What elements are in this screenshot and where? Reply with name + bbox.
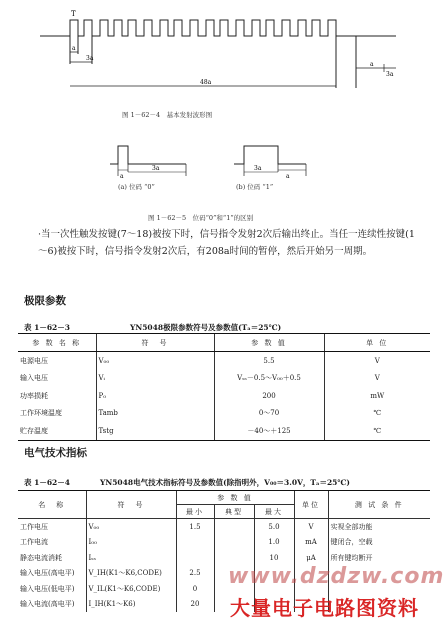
param-name: 输入电压 xyxy=(20,374,48,383)
spec-unit: V xyxy=(294,519,328,535)
spec-name: 输入电流(高电平) xyxy=(20,600,75,609)
col-header-value: 参 数 值 xyxy=(214,334,324,352)
section-heading-limit-params: 极限参数 xyxy=(24,295,66,307)
col-header-max: 最大 xyxy=(254,505,294,519)
bit-code-1-trace xyxy=(234,146,306,176)
table-row xyxy=(18,405,430,423)
param-value: 5.5 xyxy=(214,352,324,370)
col-header-params: 参 数 值 xyxy=(176,491,294,505)
table-1-number: 表 1－62－3 xyxy=(24,323,70,332)
bit-code-1-subcaption: (b) 位码 “1” xyxy=(236,183,274,191)
spec-min: 2.5 xyxy=(176,566,214,582)
table-row xyxy=(18,370,430,388)
waveform-label-3a-right: 3a xyxy=(386,71,394,78)
bit0-label-a: a xyxy=(120,173,124,180)
param-name: 功率损耗 xyxy=(20,391,48,400)
figure-caption-1: 图 1－62－4 基本发射波形图 xyxy=(122,111,213,119)
spec-name: 静态电流消耗 xyxy=(20,553,62,562)
param-name: 贮存温度 xyxy=(18,422,96,440)
col-header-typ: 典型 xyxy=(214,505,254,519)
spec-min xyxy=(176,550,214,566)
spec-max: 5.0 xyxy=(254,519,294,535)
bit0-label-3a: 3a xyxy=(152,165,160,172)
waveform-label-a-right: a xyxy=(370,61,374,68)
param-symbol: Tamb xyxy=(96,405,214,423)
spec-condition: 所有键均断开 xyxy=(328,550,430,566)
table-row xyxy=(18,535,430,551)
param-unit: V xyxy=(324,352,430,370)
table-row xyxy=(18,387,430,405)
spec-typ xyxy=(214,535,254,551)
spec-symbol: I_IH(K1～K6) xyxy=(86,597,176,613)
spec-max: 10 xyxy=(254,550,294,566)
figure-caption-2: 图 1－62－5 位码“0”和“1”的区别 xyxy=(148,214,254,222)
param-symbol: Tstg xyxy=(96,422,214,440)
param-value: Vₛₛ－0.5～V₀₀＋0.5 xyxy=(214,370,324,388)
spec-condition: 键闭合，空载 xyxy=(328,535,430,551)
col-header-name: 参 数 名 称 xyxy=(18,334,96,352)
col-header-condition: 测 试 条 件 xyxy=(328,491,430,519)
watermark-text: 大量电子电路图资料 xyxy=(230,596,419,620)
bit1-label-3a: 3a xyxy=(254,165,262,172)
param-unit: ℃ xyxy=(324,405,430,423)
spec-min: 20 xyxy=(176,597,214,613)
spec-name: 工作电流 xyxy=(20,538,48,547)
table-2-title: YN5048电气技术指标符号及参数值(除指明外，V₀₀＝3.0V，Tₐ＝25℃) xyxy=(100,478,350,487)
table-header-row xyxy=(18,334,430,352)
spec-name: 输入电压(低电平) xyxy=(20,584,75,593)
col-header-min: 最小 xyxy=(176,505,214,519)
param-unit: ℃ xyxy=(324,422,430,440)
param-unit: mW xyxy=(324,387,430,405)
spec-symbol: V_IH(K1～K6,CODE) xyxy=(86,566,176,582)
param-value: 0～70 xyxy=(214,405,324,423)
param-unit: V xyxy=(324,370,430,388)
param-value: 200 xyxy=(214,387,324,405)
param-value: －40～＋125 xyxy=(214,422,324,440)
table-2-number: 表 1－62－4 xyxy=(24,478,70,487)
param-name: 工作环境温度 xyxy=(20,409,62,418)
col-header-symbol: 符 号 xyxy=(96,334,214,352)
col-header-name: 名 称 xyxy=(18,491,86,519)
waveform-label-3a: 3a xyxy=(86,55,94,62)
spec-min: 1.5 xyxy=(176,519,214,535)
col-header-unit: 单 位 xyxy=(324,334,430,352)
spec-unit: mA xyxy=(294,535,328,551)
spec-condition: 实视全部功能 xyxy=(328,519,430,535)
spec-max: 1.0 xyxy=(254,535,294,551)
param-symbol: P₀ xyxy=(96,387,214,405)
spec-typ xyxy=(214,519,254,535)
table-row xyxy=(18,519,430,535)
limit-parameters-table xyxy=(18,333,430,441)
bit1-label-a: a xyxy=(286,173,290,180)
table-1-title: YN5048极限参数符号及参数值(Tₐ＝25℃) xyxy=(130,323,282,332)
bit-code-0-trace xyxy=(110,146,186,176)
param-symbol: Vᵢ xyxy=(96,370,214,388)
watermark-url: www.dzdzw.com xyxy=(228,564,445,589)
bit-code-0-subcaption: (a) 位码 “0” xyxy=(118,183,155,191)
param-name: 电源电压 xyxy=(20,356,48,365)
spec-name: 工作电压 xyxy=(20,522,48,531)
spec-symbol: V_IL(K1～K6,CODE) xyxy=(86,581,176,597)
waveform-label-a: a xyxy=(72,45,76,52)
spec-name: 输入电压(高电平) xyxy=(20,569,75,578)
waveform-trace xyxy=(40,20,396,88)
waveform-label-T: T xyxy=(71,10,76,18)
section-heading-electrical-specs: 电气技术指标 xyxy=(24,447,87,459)
col-header-unit: 单位 xyxy=(294,491,328,519)
param-symbol: V₀₀ xyxy=(96,352,214,370)
spec-symbol: V₀₀ xyxy=(86,519,176,535)
table-row xyxy=(18,422,430,440)
spec-min xyxy=(176,535,214,551)
basic-waveform-figure xyxy=(40,8,420,98)
spec-min: 0 xyxy=(176,581,214,597)
spec-unit: μA xyxy=(294,550,328,566)
col-header-symbol: 符 号 xyxy=(86,491,176,519)
table-header-row xyxy=(18,491,430,505)
key-behavior-paragraph: ·当一次性触发按键(7～18)被按下时，信号指令发射2次后输出终止。当任一连续性按键(1～6)被按下时，信号指令发射2次后，有208a时间的暂停，然后开始另一周期。 xyxy=(38,229,415,257)
spec-symbol: I₀₀ xyxy=(86,535,176,551)
spec-symbol: Iₛₛ xyxy=(86,550,176,566)
waveform-label-48a: 48a xyxy=(200,79,212,86)
table-row xyxy=(18,352,430,370)
